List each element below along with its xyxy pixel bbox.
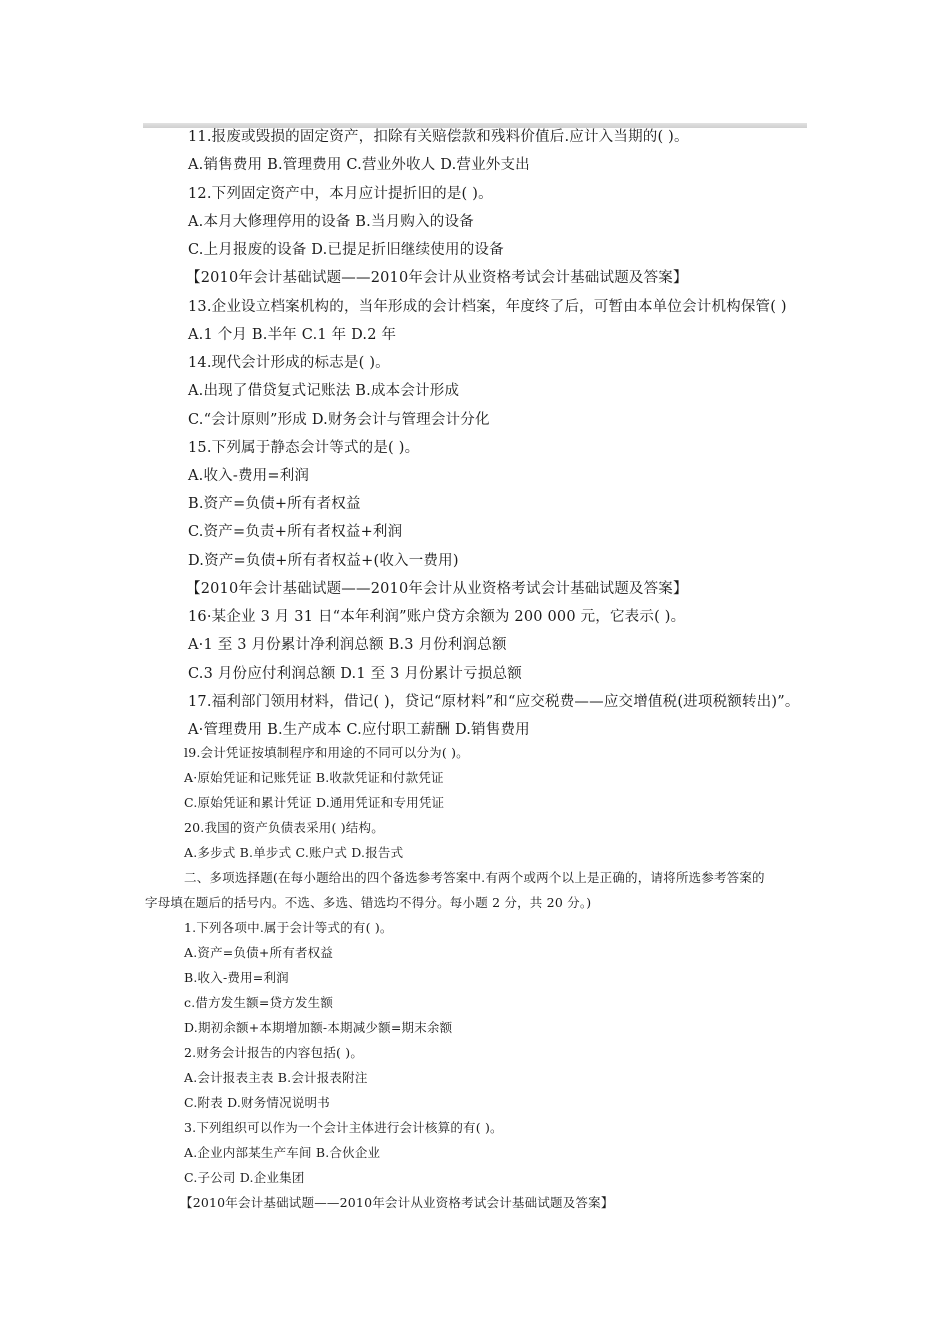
source-banner: 【2010年会计基础试题——2010年会计从业资格考试会计基础试题及答案】 — [186, 270, 688, 286]
question-15-option-d: D.资产=负债+所有者权益+(收入一费用) — [188, 553, 459, 569]
mc-question-3-options-cd: C.子公司 D.企业集团 — [184, 1170, 305, 1185]
question-20: 20.我国的资产负债表采用( )结构。 — [184, 820, 384, 835]
mc-question-1: 1.下列各项中.属于会计等式的有( )。 — [184, 920, 393, 935]
mc-question-2: 2.财务会计报告的内容包括( )。 — [184, 1045, 364, 1060]
question-15: 15.下列属于静态会计等式的是( )。 — [188, 440, 420, 456]
question-20-options: A.多步式 B.单步式 C.账户式 D.报告式 — [184, 845, 404, 860]
question-11: 11.报废或毁损的固定资产，扣除有关赔偿款和残料价值后.应计入当期的( )。 — [188, 129, 689, 145]
question-17: 17.福利部门领用材料，借记( )，贷记“原材料”和“应交税费——应交增值税(进项税额转出)”。 — [188, 694, 800, 710]
question-13: 13.企业设立档案机构的，当年形成的会计档案，年度终了后，可暂由本单位会计机构保管( ) — [188, 299, 787, 315]
source-banner: 【2010年会计基础试题——2010年会计从业资格考试会计基础试题及答案】 — [186, 581, 688, 597]
mc-question-1-option-b: B.收入-费用=利润 — [184, 970, 289, 985]
question-11-options: A.销售费用 B.管理费用 C.营业外收人 D.营业外支出 — [188, 157, 530, 173]
question-19: l9.会计凭证按填制程序和用途的不同可以分为( )。 — [184, 745, 469, 760]
question-14: 14.现代会计形成的标志是( )。 — [188, 355, 390, 371]
question-19-options-ab: A·原始凭证和记账凭证 B.收款凭证和付款凭证 — [184, 770, 444, 785]
question-16-options-cd: C.3 月份应付利润总额 D.1 至 3 月份累计亏损总额 — [188, 666, 522, 682]
question-15-option-b: B.资产=负债+所有者权益 — [188, 496, 361, 512]
section-instructions: 字母填在题后的括号内。不选、多选、错选均不得分。每小题 2 分，共 20 分。) — [145, 895, 592, 910]
mc-question-1-option-a: A.资产=负债+所有者权益 — [184, 945, 334, 960]
question-12-options-ab: A.本月大修理停用的设备 B.当月购入的设备 — [188, 214, 474, 230]
question-16: 16·某企业 3 月 31 日“本年利润”账户贷方余额为 200 000 元，它表示( )。 — [188, 609, 686, 625]
mc-question-3-options-ab: A.企业内部某生产车间 B.合伙企业 — [184, 1145, 381, 1160]
source-banner: 【2010年会计基础试题——2010年会计从业资格考试会计基础试题及答案】 — [180, 1195, 614, 1210]
question-19-options-cd: C.原始凭证和累计凭证 D.通用凭证和专用凭证 — [184, 795, 445, 810]
question-13-options: A.1 个月 B.半年 C.1 年 D.2 年 — [188, 327, 397, 343]
question-17-options: A·管理费用 B.生产成本 C.应付职工薪酬 D.销售费用 — [188, 722, 530, 738]
question-14-options-ab: A.出现了借贷复式记账法 B.成本会计形成 — [188, 383, 460, 399]
section-heading-multiple-choice: 二、多项选择题(在每小题给出的四个备选参考答案中.有两个或两个以上是正确的，请将所选参考答案的 — [184, 870, 765, 885]
mc-question-1-option-c: c.借方发生额=贷方发生额 — [184, 995, 334, 1010]
mc-question-3: 3.下列组织可以作为一个会计主体进行会计核算的有( )。 — [184, 1120, 503, 1135]
question-14-options-cd: C.“会计原则”形成 D.财务会计与管理会计分化 — [188, 412, 490, 428]
mc-question-2-options-ab: A.会计报表主表 B.会计报表附注 — [184, 1070, 368, 1085]
question-16-options-ab: A·1 至 3 月份累计净利润总额 B.3 月份利润总额 — [188, 637, 507, 653]
question-15-option-a: A.收入-费用=利润 — [188, 468, 310, 484]
mc-question-1-option-d: D.期初余额+本期增加额-本期减少额=期末余额 — [184, 1020, 453, 1035]
mc-question-2-options-cd: C.附表 D.财务情况说明书 — [184, 1095, 330, 1110]
question-15-option-c: C.资产=负责+所有者权益+利润 — [188, 524, 403, 540]
question-12: 12.下列固定资产中，本月应计提折旧的是( )。 — [188, 186, 493, 202]
question-12-options-cd: C.上月报废的设备 D.已提足折旧继续使用的设备 — [188, 242, 504, 258]
